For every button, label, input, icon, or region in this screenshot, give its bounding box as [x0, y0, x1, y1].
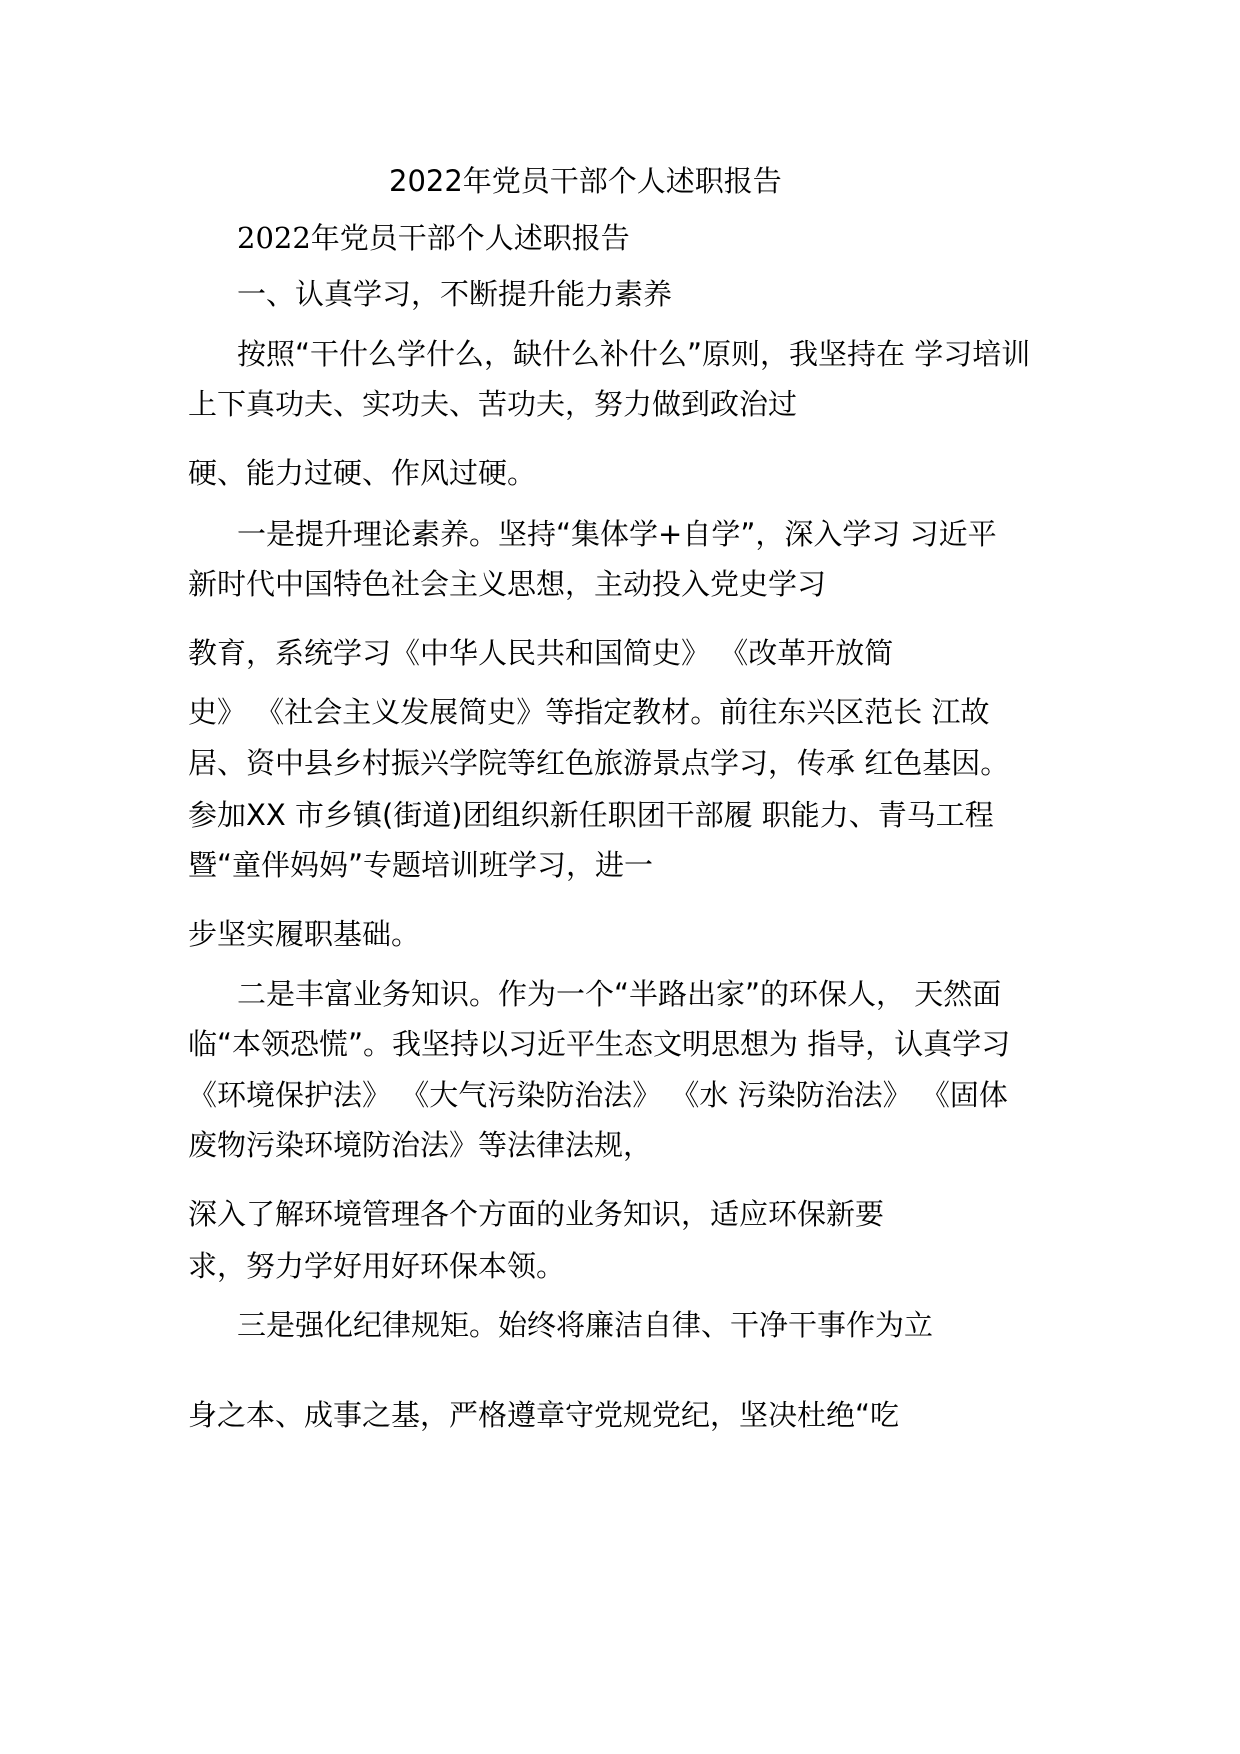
paragraph-line: 步坚实履职基础。: [188, 917, 421, 951]
document-title: 2022年党员干部个人述职报告: [389, 164, 782, 198]
paragraph-line: 新时代中国特色社会主义思想，主动投入党史学习: [188, 567, 827, 601]
paragraph-line: 按照“干什么学什么，缺什么补什么”原则，我坚持在 学习培训: [237, 337, 1031, 371]
paragraph-line: 硬、能力过硬、作风过硬。: [188, 456, 537, 490]
paragraph-line: 深入了解环境管理各个方面的业务知识，适应环保新要: [188, 1197, 885, 1231]
paragraph-line: 居、资中县乡村振兴学院等红色旅游景点学习，传承 红色基因。: [188, 746, 1010, 780]
section-heading: 一、认真学习，不断提升能力素养: [237, 277, 673, 311]
paragraph-line: 求，努力学好用好环保本领。: [188, 1249, 566, 1283]
paragraph-line: 教育，系统学习《中华人民共和国简史》 《改革开放简: [188, 636, 894, 670]
paragraph-line: 身之本、成事之基，严格遵章守党规党纪，坚决杜绝“吃: [188, 1398, 900, 1432]
paragraph-line: 《环境保护法》 《大气污染防治法》 《水 污染防治法》 《固体: [188, 1078, 1008, 1112]
paragraph-line: 废物污染环境防治法》等法律法规，: [188, 1128, 653, 1162]
paragraph-line: 暨“童伴妈妈”专题培训班学习，进一: [188, 848, 654, 882]
paragraph-line: 临“本领恐慌”。我坚持以习近平生态文明思想为 指导，认真学习: [188, 1027, 1011, 1061]
paragraph-line: 一是提升理论素养。坚持“集体学+自学”，深入学习 习近平: [237, 517, 997, 551]
paragraph-line: 三是强化纪律规矩。始终将廉洁自律、干净干事作为立: [237, 1308, 934, 1342]
paragraph-line: 参加XX 市乡镇(街道)团组织新任职团干部履 职能力、青马工程: [188, 798, 994, 832]
paragraph-line: 二是丰富业务知识。作为一个“半路出家”的环保人， 天然面: [237, 977, 1002, 1011]
paragraph-line: 史》 《社会主义发展简史》等指定教材。前往东兴区范长 江故: [188, 695, 990, 729]
subtitle-line: 2022年党员干部个人述职报告: [237, 221, 630, 255]
paragraph-line: 上下真功夫、实功夫、苦功夫，努力做到政治过: [188, 387, 798, 421]
